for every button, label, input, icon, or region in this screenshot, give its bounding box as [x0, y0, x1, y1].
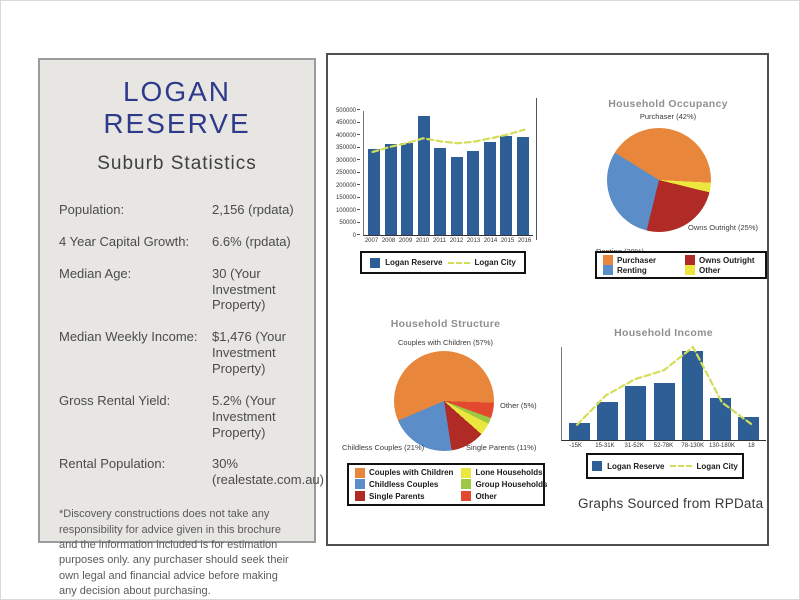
legend-label: Group Households	[475, 479, 548, 489]
stat-value-weekly-income: $1,476 (Your Investment Property)	[212, 329, 286, 377]
stat-label-capital-growth: 4 Year Capital Growth:	[59, 233, 190, 249]
x-tick-label: 18	[747, 443, 755, 449]
stat-value-population: 2,156 (rpdata)	[212, 202, 294, 217]
logan-city-dash-swatch	[670, 465, 692, 467]
stat-value-median-age: 30 (Your Investment Property)	[212, 265, 276, 313]
logan-city-line	[562, 347, 766, 440]
lone-households-swatch	[461, 468, 471, 478]
couples-with-children-swatch	[355, 468, 365, 478]
x-tick-label: 52-78K	[653, 443, 674, 449]
x-axis	[561, 443, 766, 449]
plot-area	[363, 111, 533, 236]
owns-outright-swatch	[685, 255, 695, 265]
legend-label: Childless Couples	[369, 479, 439, 489]
stat-value-rental-population: 30% (realestate.com.au)	[212, 456, 324, 488]
legend-label: Renting	[617, 265, 647, 275]
page-title: LOGAN RESERVE	[103, 76, 251, 139]
other-swatch	[685, 265, 695, 275]
legend-item	[685, 265, 759, 275]
structure-pie	[394, 351, 494, 451]
x-tick-label: 15-31K	[595, 443, 615, 449]
legend-item	[355, 468, 453, 478]
x-tick-label: 130-180K	[709, 443, 736, 449]
childless-couples-swatch	[355, 479, 365, 489]
chart-title: Household Structure	[390, 318, 501, 330]
stats-list	[59, 202, 324, 488]
x-tick-label: 2008	[381, 238, 396, 244]
group-households-swatch	[461, 479, 471, 489]
x-tick-label: 2016	[517, 238, 532, 244]
price-chart-legend	[360, 251, 526, 274]
stat-label-median-age: Median Age:	[59, 265, 132, 281]
occupancy-pie	[607, 128, 711, 232]
y-tick-label: 0	[353, 233, 360, 239]
occupancy-legend	[595, 251, 767, 279]
legend-item	[461, 479, 547, 489]
legend-item	[603, 255, 677, 265]
x-tick-label: 2013	[466, 238, 481, 244]
chart-title: Household Income	[614, 327, 713, 339]
legend-label-logan-city: Logan City	[696, 461, 738, 471]
charts-panel	[326, 53, 769, 546]
x-tick-label: 31-52K	[624, 443, 644, 449]
legend-label: Single Parents	[369, 491, 425, 501]
legend-item	[685, 255, 759, 265]
legend-label: Owns Outright	[699, 255, 755, 265]
stat-label-weekly-income: Median Weekly Income:	[59, 329, 198, 345]
x-tick-label: 2015	[500, 238, 515, 244]
legend-label-logan-city: Logan City	[474, 258, 516, 267]
stat-label-rental-yield: Gross Rental Yield:	[59, 392, 171, 408]
x-tick-label: 78-130K	[681, 443, 705, 449]
logan-city-line	[364, 111, 533, 235]
y-tick-label: 250000	[336, 170, 360, 176]
plot-area	[561, 347, 766, 441]
legend-item	[355, 479, 453, 489]
single-parents-swatch	[355, 491, 365, 501]
legend-label-logan-reserve: Logan Reserve	[385, 258, 443, 267]
x-tick-label: 2014	[483, 238, 498, 244]
legend-label: Other	[475, 491, 497, 501]
household-occupancy-chart	[568, 95, 768, 333]
logan-reserve-swatch	[370, 258, 380, 268]
chart-frame-line	[536, 98, 537, 240]
callout-couples-with-children: Couples with Children (57%)	[397, 338, 494, 347]
legend-item	[603, 265, 677, 275]
callout-purchaser: Purchaser (42%)	[639, 112, 697, 121]
y-tick-label: 400000	[336, 133, 360, 139]
purchaser-swatch	[603, 255, 613, 265]
legend-item	[461, 491, 547, 501]
median-price-chart	[333, 105, 543, 285]
x-tick-label: -15K	[569, 443, 582, 449]
renting-swatch	[603, 265, 613, 275]
disclaimer-text: *Discovery constructions does not take any responsibility for advice given in this brochure and the information included is for estimation purposes only. any purchaser should seek their own legal and financial advice before making any decision about purchasing.	[59, 508, 289, 598]
other-swatch	[461, 491, 471, 501]
y-tick-label: 500000	[336, 108, 360, 114]
stat-value-rental-yield: 5.2% (Your Investment Property)	[212, 392, 276, 440]
callout-single-parents: Single Parents (11%)	[466, 443, 537, 452]
source-note: Graphs Sourced from RPData	[578, 496, 764, 511]
y-tick-label: 350000	[336, 145, 360, 151]
y-tick-label: 300000	[336, 158, 360, 164]
y-tick-label: 100000	[336, 208, 360, 214]
legend-label: Other	[699, 265, 721, 275]
x-tick-label: 2012	[449, 238, 464, 244]
legend-label-logan-reserve: Logan Reserve	[607, 461, 665, 471]
stat-value-capital-growth: 6.6% (rpdata)	[212, 233, 291, 249]
callout-childless-couples: Childless Couples (21%)	[342, 443, 425, 452]
chart-title: Household Occupancy	[608, 98, 728, 110]
y-tick-label: 150000	[336, 195, 360, 201]
suburb-stats-panel	[38, 58, 324, 598]
logan-city-dash-swatch	[448, 262, 470, 264]
x-tick-label: 2011	[433, 238, 446, 244]
x-tick-label: 2007	[364, 238, 379, 244]
legend-item	[461, 468, 547, 478]
legend-label: Couples with Children	[369, 468, 454, 478]
logan-reserve-swatch	[592, 461, 602, 471]
income-chart-legend	[586, 453, 744, 479]
legend-label: Purchaser	[617, 255, 657, 265]
y-tick-label: 50000	[339, 220, 360, 226]
x-tick-label: 2009	[398, 238, 413, 244]
y-tick-label: 200000	[336, 183, 360, 189]
structure-legend	[347, 463, 548, 506]
legend-label: Lone Households	[475, 468, 543, 478]
y-axis	[333, 107, 362, 239]
y-tick-label: 450000	[336, 120, 360, 126]
stat-label-rental-population: Rental Population:	[59, 456, 166, 472]
legend-item	[355, 491, 453, 501]
callout-owns-outright: Owns Outright (25%)	[688, 223, 759, 232]
x-tick-label: 2010	[415, 238, 430, 244]
household-structure-chart	[338, 315, 553, 546]
stat-label-population: Population:	[59, 202, 125, 217]
x-axis	[363, 238, 533, 244]
page-subtitle: Suburb Statistics	[97, 153, 257, 174]
callout-other: Other (5%)	[500, 401, 537, 410]
